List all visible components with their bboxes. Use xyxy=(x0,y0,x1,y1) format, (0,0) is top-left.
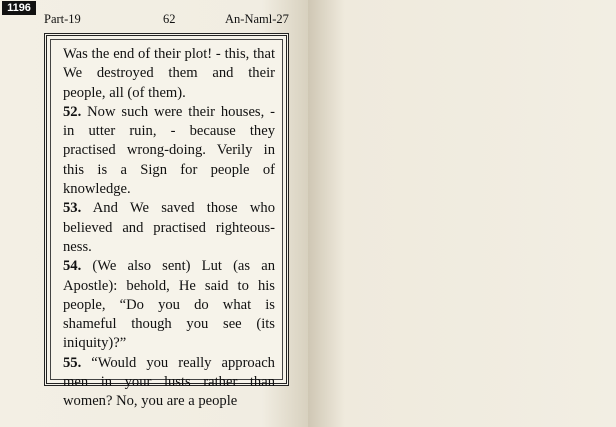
image-number-tag: 1196 xyxy=(2,1,36,15)
part-label: Part-19 xyxy=(44,12,81,26)
verse-paragraph xyxy=(63,354,275,412)
verse-text: Was the end of their plot! - this, that We destroyed them and their people, all (of them). xyxy=(63,46,275,101)
verse-text: (We also sent) Lut (as an Apostle): behold, He said to his people, “Do you do what is shameful though you see (its iniquity)?” xyxy=(63,258,275,352)
surah-label: An-Naml-27 xyxy=(225,12,289,26)
verse-text: And We saved those who believed and practised righteous-ness. xyxy=(63,200,275,255)
verse-number: 52. xyxy=(63,103,82,120)
verse-text: “Would you really approach men in your lusts rather than women? No, you are a people xyxy=(63,354,275,410)
verse-number: 54. xyxy=(63,258,82,275)
page-number: 62 xyxy=(163,12,176,26)
translation-frame xyxy=(44,33,289,410)
translation-text xyxy=(63,45,275,412)
verse-number: 53. xyxy=(63,200,82,217)
verse-paragraph xyxy=(63,199,275,257)
verse-paragraph xyxy=(63,45,275,103)
verse-text: Now such were their houses, - in utter ruin, - because they practised wrong-doing. Verily in this is a Sign for people of knowledge. xyxy=(63,103,275,198)
verse-paragraph xyxy=(63,103,275,199)
right-page xyxy=(308,0,616,427)
verse-paragraph xyxy=(63,257,275,353)
verse-number: 55. xyxy=(63,354,82,371)
